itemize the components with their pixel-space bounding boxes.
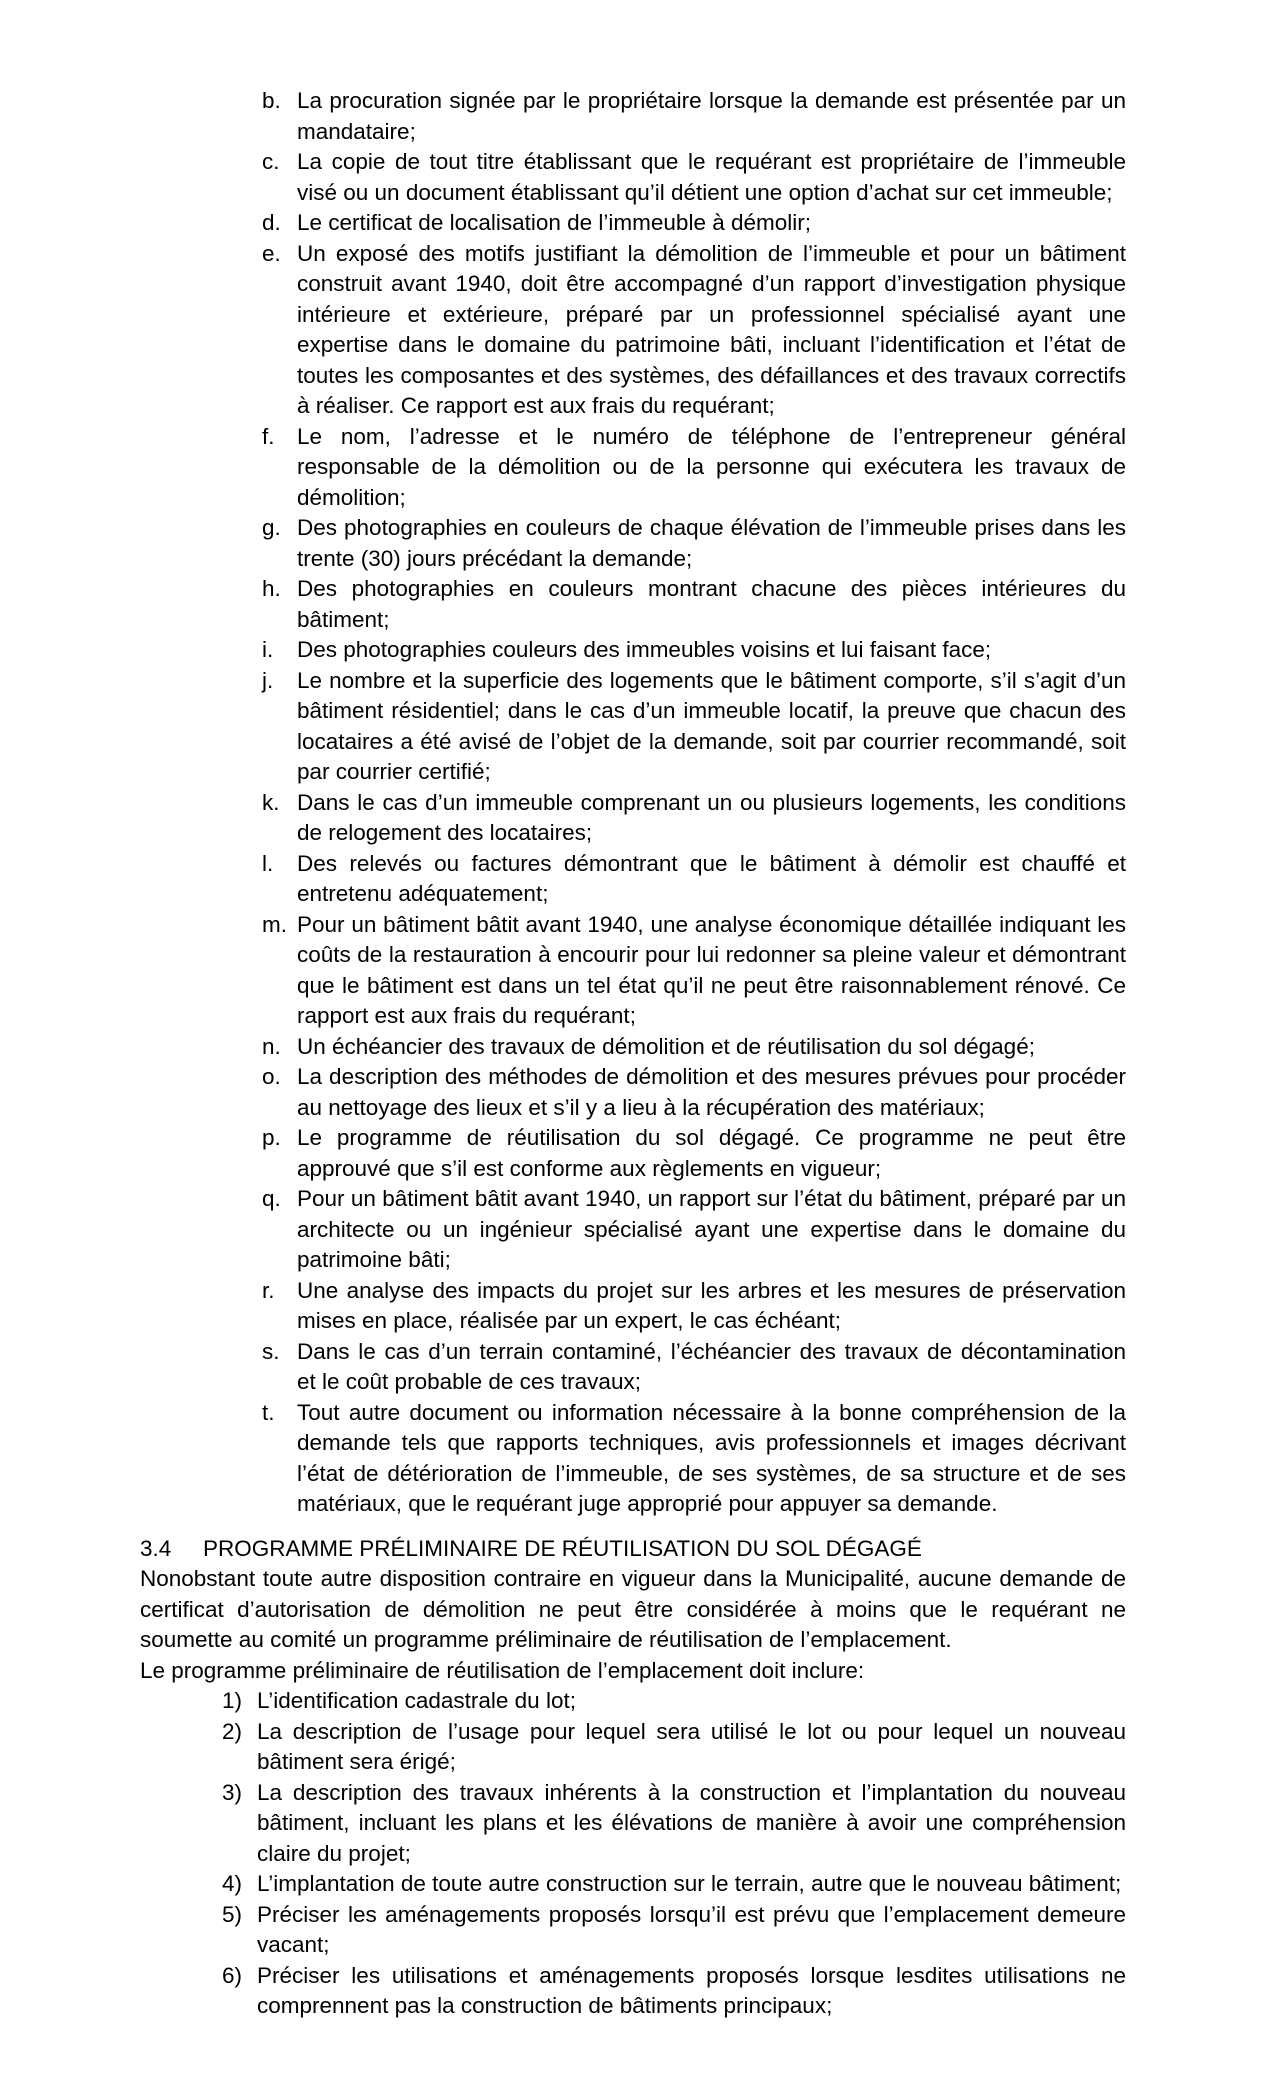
list-item-text: Des photographies en couleurs montrant chacune des pièces intérieures du bâtiment;	[297, 576, 1126, 632]
list-item-marker: k.	[262, 789, 280, 815]
list-item-text: Des photographies couleurs des immeubles voisins et lui faisant face;	[297, 637, 992, 662]
list-item-marker: o.	[262, 1064, 281, 1089]
list-item-text: La description des méthodes de démolition et des mesures prévues pour procéder au nettoyage des lieux et s’il y a lieu à la récupération des matériaux;	[297, 1064, 1126, 1120]
list-item	[140, 1686, 1126, 1717]
list-item-text: Des photographies en couleurs de chaque élévation de l’immeuble prises dans les trente (30) jours précédant la demande;	[297, 515, 1126, 571]
list-item-text: Pour un bâtiment bâtit avant 1940, un rapport sur l’état du bâtiment, préparé par un architecte ou un ingénieur spécialisé ayant une expertise dans le domaine du patrimoine bâti;	[297, 1186, 1126, 1272]
document-content	[140, 86, 1126, 2022]
list-item	[140, 239, 1126, 422]
list-item-text: Le programme de réutilisation du sol dégagé. Ce programme ne peut être approuvé que s’il est conforme aux règlements en vigueur;	[297, 1125, 1126, 1181]
list-item-text: La procuration signée par le propriétaire lorsque la demande est présentée par un mandataire;	[297, 88, 1126, 144]
list-item	[140, 574, 1126, 635]
list-item-marker: 5)	[222, 1901, 243, 1927]
list-item	[140, 422, 1126, 514]
list-item	[140, 849, 1126, 910]
list-item-text: La description des travaux inhérents à la construction et l’implantation du nouveau bâtiment, incluant les plans et les élévations de manière à avoir une compréhension claire du projet;	[257, 1779, 1126, 1866]
list-item	[140, 910, 1126, 1032]
list-item	[140, 1184, 1126, 1276]
list-item-marker: g.	[262, 515, 281, 540]
list-item-marker: p.	[262, 1125, 281, 1150]
list-item-text: L’implantation de toute autre construction sur le terrain, autre que le nouveau bâtiment;	[257, 1871, 1122, 1896]
list-item-marker: j.	[262, 667, 274, 693]
list-item-text: La copie de tout titre établissant que le requérant est propriétaire de l’immeuble visé ou un document établissant qu’il détient une option d’achat sur cet immeuble;	[297, 149, 1126, 205]
list-item	[140, 86, 1126, 147]
list-item	[140, 1717, 1126, 1778]
list-item	[140, 1276, 1126, 1337]
list-item-text: Le nombre et la superficie des logements que le bâtiment comporte, s’il s’agit d’un bâtiment résidentiel; dans le cas d’un immeuble locatif, la preuve que chacun des locataires a été avisé de l’objet de la demande, soit par courrier recommandé, soit par courrier certifié;	[297, 667, 1126, 784]
list-item	[140, 1869, 1126, 1900]
list-item-marker: l.	[262, 850, 274, 876]
list-item-marker: i.	[262, 637, 274, 662]
list-item	[140, 1398, 1126, 1520]
list-item-marker: t.	[262, 1399, 275, 1425]
section-title: PROGRAMME PRÉLIMINAIRE DE RÉUTILISATION DU SOL DÉGAGÉ	[203, 1535, 922, 1561]
paragraph: Le programme préliminaire de réutilisation de l’emplacement doit inclure:	[140, 1657, 865, 1683]
section-number: 3.4	[140, 1535, 172, 1561]
list-item-text: La description de l’usage pour lequel sera utilisé le lot ou pour lequel un nouveau bâtiment sera érigé;	[257, 1718, 1126, 1774]
list-item-text: Préciser les aménagements proposés lorsqu’il est prévu que l’emplacement demeure vacant;	[257, 1901, 1126, 1957]
list-item-marker: 2)	[222, 1718, 243, 1744]
list-item	[140, 666, 1126, 788]
list-item	[140, 1900, 1126, 1961]
list-item-marker: d.	[262, 210, 281, 235]
list-item-text: Un échéancier des travaux de démolition et de réutilisation du sol dégagé;	[297, 1033, 1035, 1059]
list-item-marker: 4)	[222, 1871, 243, 1896]
list-item-marker: c.	[262, 149, 280, 174]
list-item	[140, 788, 1126, 849]
list-item-text: Des relevés ou factures démontrant que le bâtiment à démolir est chauffé et entretenu adéquatement;	[297, 850, 1126, 906]
list-item-text: Préciser les utilisations et aménagements proposés lorsque lesdites utilisations ne comprennent pas la construction de bâtiments principaux;	[257, 1962, 1126, 2018]
list-item-marker: s.	[262, 1338, 280, 1364]
list-item-marker: 6)	[222, 1962, 243, 1988]
list-item-text: Une analyse des impacts du projet sur les arbres et les mesures de préservation mises en place, réalisée par un expert, le cas échéant;	[297, 1277, 1126, 1333]
list-item-marker: 3)	[222, 1779, 243, 1805]
list-item-marker: m.	[262, 911, 287, 937]
list-item-marker: e.	[262, 240, 281, 266]
list-item-marker: f.	[262, 423, 275, 449]
list-item	[140, 1961, 1126, 2022]
list-item-text: Pour un bâtiment bâtit avant 1940, une analyse économique détaillée indiquant les coûts de la restauration à encourir pour lui redonner sa pleine valeur et démontrant que le bâtiment est dans un tel état qu’il ne peut être raisonnablement rénové. Ce rapport est aux frais du requérant;	[297, 911, 1126, 1028]
list-item-marker: r.	[262, 1277, 275, 1303]
list-item-text: L’identification cadastrale du lot;	[257, 1688, 576, 1713]
list-item-marker: h.	[262, 576, 281, 601]
list-item	[140, 513, 1126, 574]
list-item-text: Tout autre document ou information nécessaire à la bonne compréhension de la demande tels que rapports techniques, avis professionnels et images décrivant l’état de détérioration de l’immeuble, de ses systèmes, de sa structure et de ses matériaux, que le requérant juge approprié pour appuyer sa demande.	[297, 1399, 1126, 1516]
list-item	[140, 208, 1126, 239]
list-item-marker: n.	[262, 1033, 281, 1059]
list-item-marker: q.	[262, 1186, 281, 1211]
list-item	[140, 635, 1126, 666]
list-item	[140, 1123, 1126, 1184]
section-heading	[140, 1534, 1126, 1565]
list-item-text: Un exposé des motifs justifiant la démolition de l’immeuble et pour un bâtiment construit avant 1940, doit être accompagné d’un rapport d’investigation physique intérieure et extérieure, préparé par un professionnel spécialisé ayant une expertise dans le domaine du patrimoine bâti, incluant l’identification et l’état de toutes les composantes et des systèmes, des défaillances et des travaux correctifs à réaliser. Ce rapport est aux frais du requérant;	[297, 240, 1126, 418]
paragraph: Nonobstant toute autre disposition contraire en vigueur dans la Municipalité, aucune demande de certificat d’autorisation de démolition ne peut être considérée à moins que le requérant ne soumette au comité un programme préliminaire de réutilisation de l’emplacement.	[140, 1566, 1126, 1652]
list-item-text: Le certificat de localisation de l’immeuble à démolir;	[297, 210, 811, 235]
list-item	[140, 1032, 1126, 1063]
list-item	[140, 1778, 1126, 1870]
list-item-text: Le nom, l’adresse et le numéro de téléphone de l’entrepreneur général responsable de la démolition ou de la personne qui exécutera les travaux de démolition;	[297, 423, 1126, 510]
list-item	[140, 147, 1126, 208]
list-item-text: Dans le cas d’un immeuble comprenant un ou plusieurs logements, les conditions de relogement des locataires;	[297, 789, 1126, 845]
list-item	[140, 1337, 1126, 1398]
list-item	[140, 1062, 1126, 1123]
list-item-text: Dans le cas d’un terrain contaminé, l’échéancier des travaux de décontamination et le coût probable de ces travaux;	[297, 1338, 1126, 1394]
list-item-marker: b.	[262, 88, 281, 113]
list-item-marker: 1)	[222, 1688, 243, 1713]
